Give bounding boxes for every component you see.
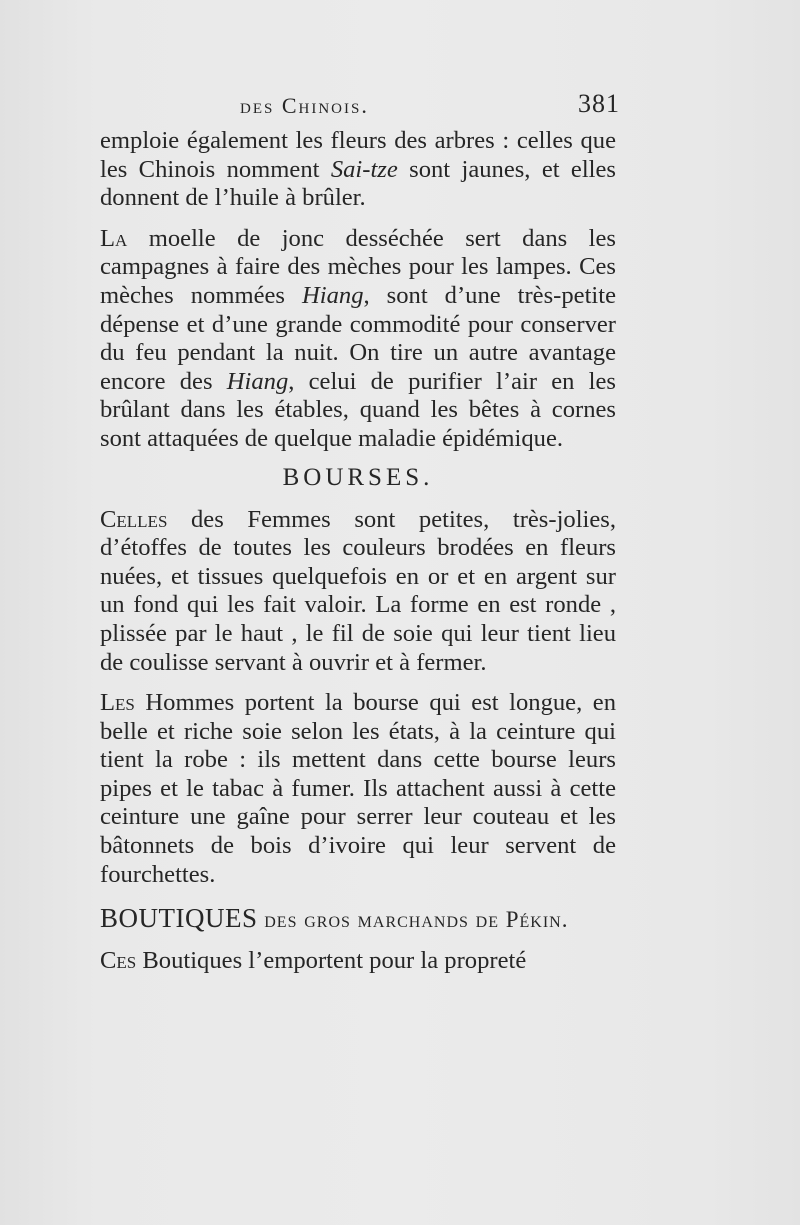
section-heading-rest: des gros marchands de Pékin. <box>257 907 569 933</box>
running-title: des Chinois. <box>240 93 369 118</box>
paragraph-fragment: , celui de purifier l’air en les brûlant dans les étables, quand les bêtes à cornes sont attaquées de quelque maladie épidémique. <box>100 367 616 452</box>
paragraph-lead: Les <box>100 689 135 717</box>
body-text <box>100 127 616 976</box>
section-heading-boutiques <box>100 903 616 935</box>
paragraph-bourses-femmes <box>100 506 616 678</box>
paragraph-fragment: , sont d’une très-petite dépense et d’une grande commodité pour conserver du feu pendant la nuit. On tire un autre avantage encore des <box>100 281 616 395</box>
paragraph-fragment: Boutiques l’emportent pour la propreté <box>136 947 527 975</box>
paragraph-fragment-italic: Hiang <box>302 281 364 309</box>
section-heading-bourses: BOURSES. <box>282 463 434 491</box>
paragraph-fragment: des Femmes sont petites, très-jolies, d’étoffes de toutes les couleurs brodées en fleurs nuées, et tissues quelquefois en or et en argent sur un fond qui les fait valoir. La forme en est ronde , plissée par le haut , le fil de soie qui leur tient lieu de coulisse servant à ouvrir et à fermer. <box>100 505 616 676</box>
paragraph-lead: Ces <box>100 947 137 975</box>
paragraph-lead: Celles <box>100 505 168 533</box>
paragraph-fragment: emploie également les fleurs des arbres : celles que les Chinois nomment <box>100 127 616 183</box>
section-heading-main: BOUTIQUES <box>100 903 258 934</box>
paragraph-fragment: sont jaunes, et elles donnent de l’huile à brûler. <box>100 155 616 212</box>
paragraph-boutiques <box>100 947 616 976</box>
paragraph-bourses-hommes <box>100 689 616 889</box>
paragraph-fragment-italic: Hiang <box>226 367 289 395</box>
paragraph-hiang <box>100 225 616 454</box>
paragraph-fragment: Hommes portent la bourse qui est longue, en belle et riche soie selon les états, à la ceinture qui tient la robe : ils mettent dans cette bourse leurs pipes et le tabac à fumer. Ils attachent aussi à cette ceinture une gaîne pour serrer leur couteau et les bâtonnets de bois d’ivoire qui leur servent de fourchettes. <box>100 689 616 888</box>
paragraph-oil-flowers <box>100 127 616 213</box>
running-header <box>100 89 620 125</box>
paragraph-fragment-italic: Sai-tze <box>330 155 398 183</box>
paragraph-lead: La <box>100 224 128 252</box>
paragraph-fragment: moelle de jonc desséchée sert dans les campagnes à faire des mèches pour les lampes. Ces mèches nommées <box>100 224 616 309</box>
page-number: 381 <box>578 89 620 118</box>
